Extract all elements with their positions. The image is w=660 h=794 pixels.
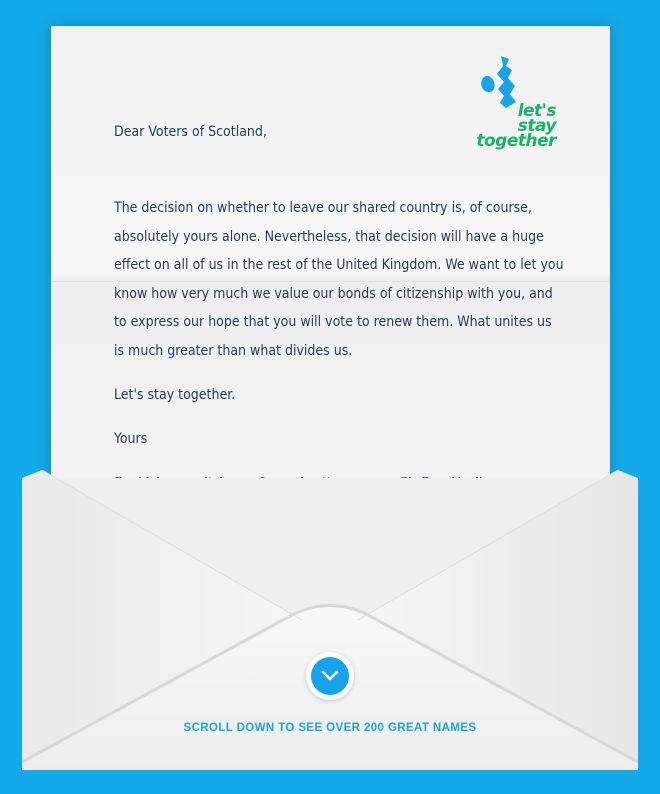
scroll-down-label[interactable]: SCROLL DOWN TO SEE OVER 200 GREAT NAMES <box>183 722 477 734</box>
letter-body: The decision on whether to leave our shared country is, of course, absolutely yours alone. Nevertheless, that decision will have a huge effect on all of us in the rest of the United Kingdom. We want to let you know how very much we value our bonds of citizenship with you, and to express our hope that you will vote to renew them. What unites us is much greater than what divides us. <box>114 200 564 359</box>
sign-off: Yours <box>114 431 148 447</box>
logo-line-1: let's <box>517 101 556 121</box>
salutation: Dear Voters of Scotland, <box>114 124 267 140</box>
logo-line-2: stay <box>517 116 556 136</box>
logo-line-3: together <box>476 131 556 151</box>
chevron-down-icon <box>321 670 339 682</box>
scroll-button-circle[interactable] <box>311 657 349 695</box>
scroll-down-button[interactable] <box>306 652 354 700</box>
closing-line: Let's stay together. <box>114 387 236 403</box>
